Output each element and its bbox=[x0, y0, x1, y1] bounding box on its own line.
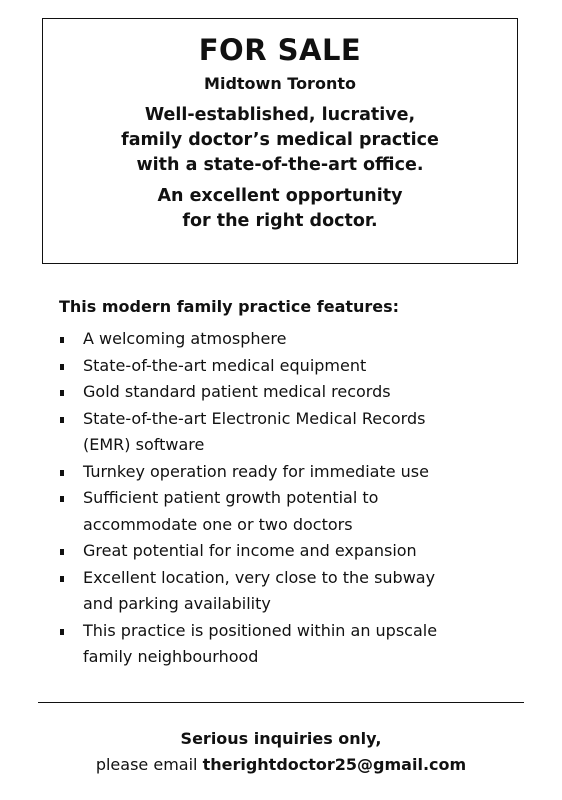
feature-item-line: and parking availability bbox=[83, 594, 271, 613]
bullet-icon bbox=[60, 417, 64, 423]
inquiry-note: Serious inquiries only, bbox=[180, 729, 382, 748]
features-list bbox=[59, 326, 529, 671]
feature-item bbox=[59, 353, 529, 380]
header-box bbox=[42, 18, 518, 264]
feature-item bbox=[59, 485, 529, 538]
headline-line: Well-established, lucrative, bbox=[144, 105, 416, 125]
feature-item-line: Sufficient patient growth potential to bbox=[83, 488, 379, 507]
feature-item-line: A welcoming atmosphere bbox=[83, 329, 287, 348]
divider bbox=[38, 702, 524, 703]
tagline-line: for the right doctor. bbox=[182, 211, 378, 231]
feature-item-line: Turnkey operation ready for immediate use bbox=[83, 461, 429, 481]
bullet-icon bbox=[60, 629, 64, 635]
feature-item bbox=[59, 326, 529, 353]
bullet-icon bbox=[60, 470, 64, 476]
feature-item-line: Gold standard patient medical records bbox=[83, 382, 391, 401]
bullet-icon bbox=[60, 549, 64, 555]
bullet-icon bbox=[60, 390, 64, 396]
feature-item bbox=[59, 565, 529, 618]
feature-item-line: Excellent location, very close to the subway bbox=[83, 567, 436, 587]
feature-item bbox=[59, 406, 529, 459]
features-heading: This modern family practice features: bbox=[59, 297, 400, 316]
tagline-line: An excellent opportunity bbox=[157, 186, 403, 206]
feature-item-line: State-of-the-art medical equipment bbox=[83, 355, 367, 375]
feature-item bbox=[59, 379, 529, 406]
feature-item-line: (EMR) software bbox=[83, 435, 205, 454]
contact-email[interactable]: therightdoctor25@gmail.com bbox=[202, 755, 467, 774]
feature-item-line: family neighbourhood bbox=[83, 647, 259, 666]
page-title: FOR SALE bbox=[198, 33, 362, 67]
contact-prefix: please email bbox=[95, 755, 203, 774]
feature-item bbox=[59, 459, 529, 486]
headline-line: family doctor’s medical practice bbox=[121, 130, 439, 150]
bullet-icon bbox=[60, 337, 64, 343]
feature-item-line: State-of-the-art Electronic Medical Records bbox=[83, 408, 426, 428]
bullet-icon bbox=[60, 576, 64, 582]
feature-item-line: accommodate one or two doctors bbox=[83, 514, 353, 534]
contact-line bbox=[0, 752, 562, 778]
bullet-icon bbox=[60, 496, 64, 502]
feature-item bbox=[59, 618, 529, 671]
tagline bbox=[43, 184, 517, 234]
footer bbox=[0, 726, 562, 778]
headline bbox=[43, 103, 517, 178]
location-subtitle: Midtown Toronto bbox=[204, 74, 356, 93]
feature-item-line: This practice is positioned within an upscale bbox=[83, 620, 438, 640]
feature-item-line: Great potential for income and expansion bbox=[83, 541, 417, 560]
feature-item bbox=[59, 538, 529, 565]
headline-line: with a state-of-the-art office. bbox=[136, 155, 424, 175]
bullet-icon bbox=[60, 364, 64, 370]
